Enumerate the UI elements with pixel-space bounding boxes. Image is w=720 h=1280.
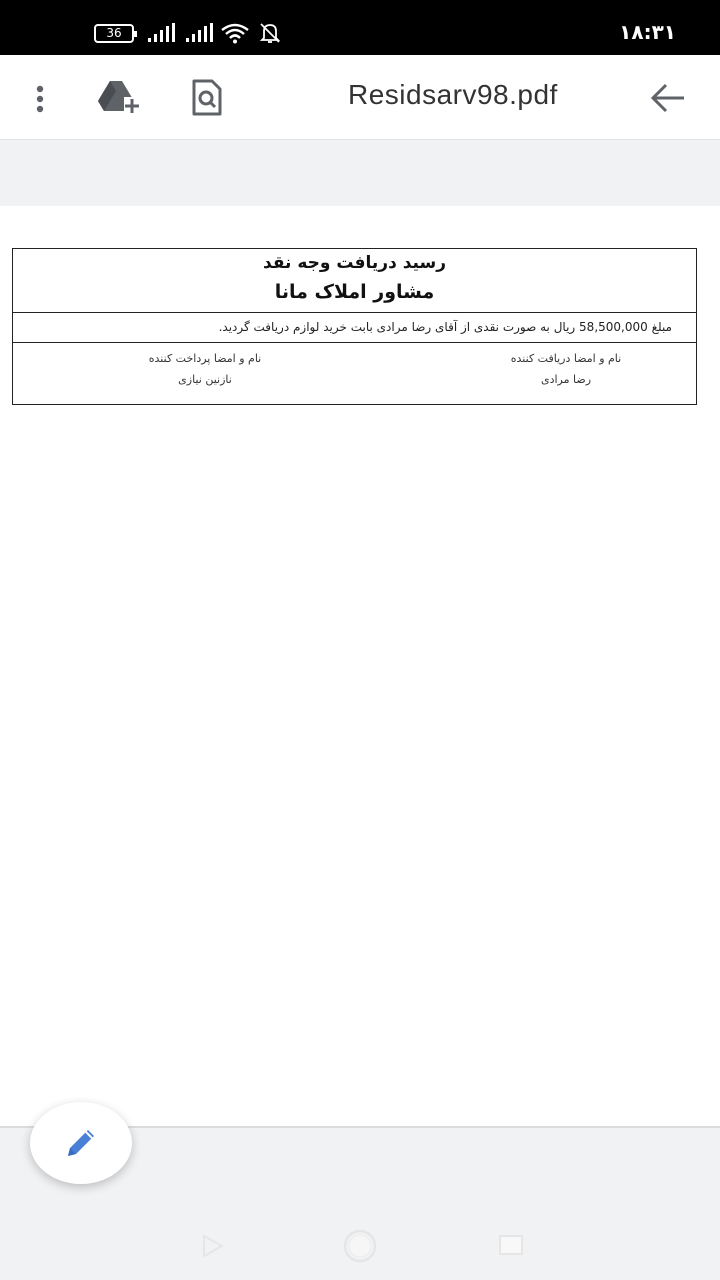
receiver-label: نام و امضا دریافت کننده [510,352,622,365]
status-bar [0,0,720,55]
signal-icon [184,22,220,44]
document-title: Residsarv98.pdf [348,79,558,110]
clock: ۱۸:۳۱ [619,20,676,44]
nav-back-icon[interactable] [200,1234,226,1258]
receipt-title: رسید دریافت وجه نقد [263,253,446,273]
edit-pencil-icon [62,1124,100,1162]
back-arrow-icon[interactable] [650,81,686,115]
receipt-body [13,313,696,343]
battery-icon: 36 [94,24,134,43]
receiver-signature [466,352,666,386]
signal-icon [146,22,182,44]
receipt-company: مشاور املاک مانا [274,281,435,303]
edit-fab-button[interactable] [30,1102,132,1184]
more-vert-icon[interactable] [28,83,52,115]
app-toolbar [0,55,720,140]
receipt-table [12,248,697,405]
pdf-page[interactable] [0,206,720,1126]
receipt-amount-text: مبلغ 58,500,000 ریال به صورت نقدی از آقای رضا مرادی بابت خرید لوازم دریافت گردید. [218,320,672,334]
wifi-icon [220,22,250,44]
receiver-name: رضا مرادی [540,373,592,386]
payer-label: نام و امضا پرداخت کننده [148,352,262,365]
receipt-header [13,249,696,313]
notifications-off-icon [258,21,282,45]
nav-home-icon[interactable] [342,1228,378,1264]
nav-recents-icon[interactable] [498,1234,524,1256]
add-to-drive-icon[interactable] [96,79,140,115]
page-top-margin [0,140,720,206]
payer-name: نازنین نیازی [178,373,232,386]
receipt-signatures [13,344,696,404]
find-in-page-icon[interactable] [188,79,224,117]
payer-signature [105,352,305,386]
